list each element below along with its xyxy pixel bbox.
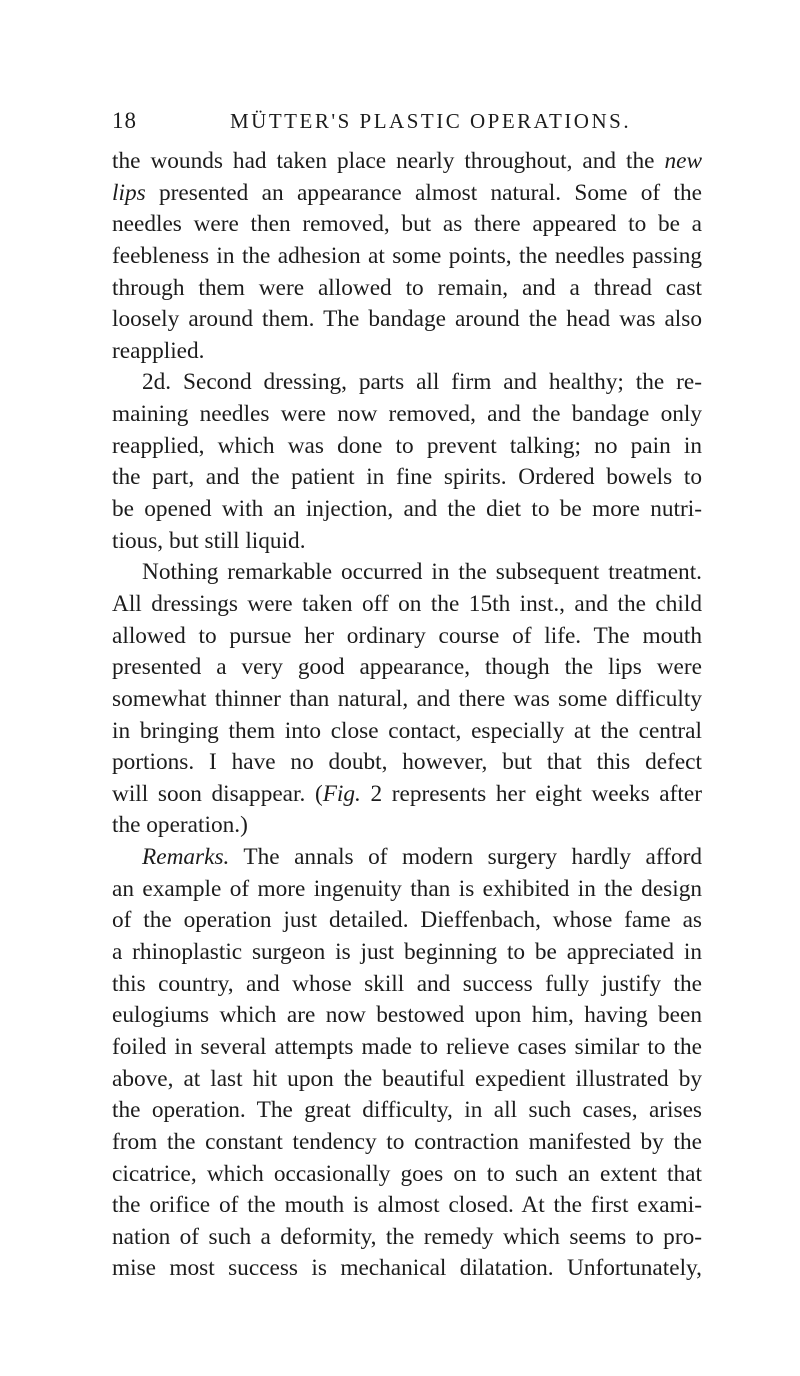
- text-line: [112, 1190, 702, 1222]
- text-line: [112, 178, 702, 210]
- text-segment: cicatrice, which occasionally goes on to such an extent that: [112, 1160, 702, 1187]
- text-line: [112, 209, 702, 241]
- text-segment: of the operation just detailed. Dieffenbach, whose fame as: [112, 907, 702, 934]
- text-line: [112, 494, 702, 526]
- text-line: [112, 1159, 702, 1191]
- text-segment: 2 represents her eight weeks after: [360, 780, 702, 807]
- page-header: [112, 108, 702, 142]
- text-segment: feebleness in the adhesion at some points, the needles passing: [112, 242, 702, 269]
- text-segment: presented an appearance almost natural. Some of the: [145, 179, 702, 206]
- text-line: [112, 304, 702, 336]
- text-segment: tious, but still liquid.: [112, 527, 306, 554]
- text-line: [112, 367, 702, 399]
- text-segment: allowed to pursue her ordinary course of life. The mouth: [112, 622, 702, 649]
- text-segment: above, at last hit upon the beautiful expedient illustrated by: [112, 1065, 702, 1092]
- text-line: [112, 937, 702, 969]
- text-segment: in bringing them into close contact, especially at the central: [112, 717, 702, 744]
- text-segment: the orifice of the mouth is almost closed. At the first exami-: [112, 1192, 702, 1219]
- text-line: [112, 399, 702, 431]
- text-segment: 2d. Second dressing, parts all firm and healthy; the re-: [142, 369, 702, 396]
- text-line: [112, 1000, 702, 1032]
- running-head: MÜTTER'S PLASTIC OPERATIONS.: [230, 109, 632, 133]
- text-line: [112, 684, 702, 716]
- text-segment: reapplied.: [112, 337, 205, 364]
- text-line: [112, 842, 702, 874]
- text-line: [112, 747, 702, 779]
- text-line: [112, 336, 702, 368]
- text-line: [112, 589, 702, 621]
- text-segment: Nothing remarkable occurred in the subsequent treatment.: [142, 559, 702, 586]
- text-line: [112, 241, 702, 273]
- text-line: [112, 1032, 702, 1064]
- text-line: [112, 1127, 702, 1159]
- text-segment: nation of such a deformity, the remedy which seems to pro-: [112, 1223, 702, 1250]
- text-line: [112, 969, 702, 1001]
- text-segment: portions. I have no doubt, however, but that this defect: [112, 749, 702, 776]
- text-segment: maining needles were now removed, and the bandage only: [112, 401, 702, 428]
- text-segment: somewhat thinner than natural, and there was some difficulty: [112, 685, 702, 712]
- text-segment: be opened with an injection, and the diet to be more nutri-: [112, 496, 702, 523]
- italic-text: Fig.: [322, 780, 361, 807]
- italic-text: Remarks.: [142, 844, 230, 871]
- text-line: [112, 905, 702, 937]
- text-segment: eulogiums which are now bestowed upon him, having been: [112, 1002, 702, 1029]
- text-segment: needles were then removed, but as there appeared to be a: [112, 211, 702, 238]
- text-segment: a rhinoplastic surgeon is just beginning to be appreciated in: [112, 939, 702, 966]
- body-text: [112, 146, 702, 1285]
- text-line: [112, 462, 702, 494]
- text-line: [112, 146, 702, 178]
- text-line: [112, 1064, 702, 1096]
- text-line: [112, 557, 702, 589]
- text-line: [112, 431, 702, 463]
- text-line: [112, 1253, 702, 1285]
- text-line: [112, 273, 702, 305]
- text-segment: from the constant tendency to contraction manifested by the: [112, 1128, 702, 1155]
- text-segment: mise most success is mechanical dilatation. Unfortunately,: [112, 1255, 702, 1282]
- text-line: [112, 652, 702, 684]
- text-segment: loosely around them. The bandage around the head was also: [112, 306, 702, 333]
- text-line: [112, 779, 702, 811]
- text-line: [112, 874, 702, 906]
- italic-text: new: [664, 148, 702, 174]
- text-segment: will soon disappear. (: [112, 780, 323, 807]
- text-line: [112, 621, 702, 653]
- text-segment: through them were allowed to remain, and a thread cast: [112, 274, 702, 301]
- text-line: [112, 1095, 702, 1127]
- text-segment: an example of more ingenuity than is exhibited in the design: [112, 875, 702, 902]
- text-line: [112, 1222, 702, 1254]
- text-segment: the wounds had taken place nearly throughout, and the: [112, 148, 665, 174]
- page-number: 18: [112, 108, 137, 133]
- text-segment: All dressings were taken off on the 15th inst., and the child: [112, 590, 702, 617]
- text-segment: The annals of modern surgery hardly afford: [229, 844, 702, 871]
- text-line: [112, 526, 702, 558]
- text-segment: reapplied, which was done to prevent talking; no pain in: [112, 432, 702, 459]
- text-segment: the part, and the patient in fine spirits. Ordered bowels to: [112, 464, 702, 491]
- text-segment: the operation. The great difficulty, in all such cases, arises: [112, 1097, 702, 1124]
- text-segment: the operation.): [112, 812, 248, 839]
- text-segment: foiled in several attempts made to relieve cases similar to the: [112, 1033, 702, 1060]
- text-line: [112, 810, 702, 842]
- text-line: [112, 716, 702, 748]
- text-segment: this country, and whose skill and success fully justify the: [112, 970, 702, 997]
- text-segment: presented a very good appearance, though the lips were: [112, 654, 702, 681]
- italic-text: lips: [112, 179, 146, 206]
